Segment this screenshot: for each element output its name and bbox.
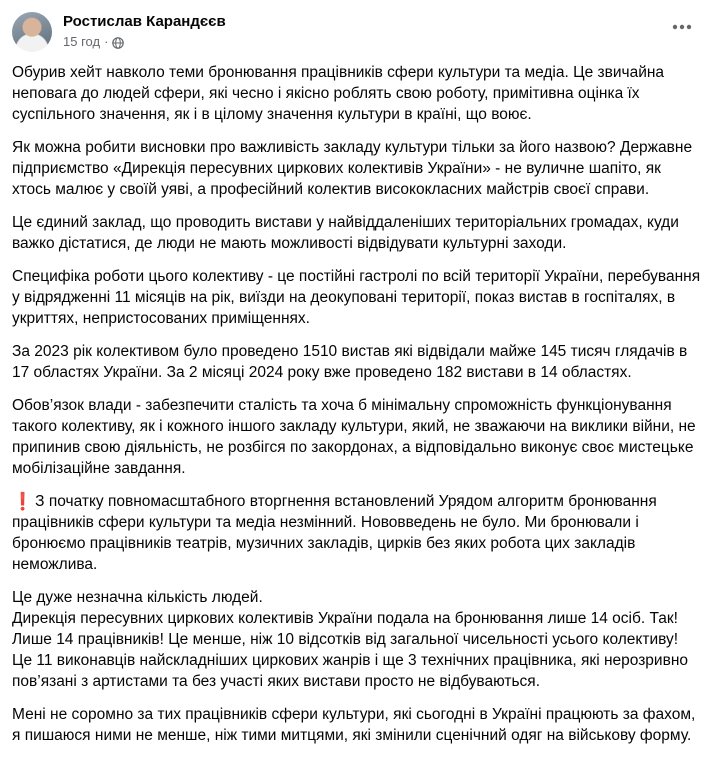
post-paragraph: Обов’язок влади - забезпечити сталість та хоча б мінімальну спроможність функціонування такого колективу, як і кожного іншого закладу культури, який, не зважаючи на виклики війни, не припинив свою діяльність, не розбігся по закордонах, а відповідально виконує своє мистецьке мобілізаційне завдання.: [12, 397, 696, 477]
post-header: [12, 0, 702, 62]
post-paragraph: Обурив хейт навколо теми бронювання працівників сфери культури та медіа. Це звичайна неповага до людей сфери, які чесно і якісно роблять свою роботу, примітивна оцінка їх суспільного значення, як і в цілому значення культури в країні, що воює.: [12, 64, 665, 123]
author-avatar[interactable]: [12, 12, 52, 52]
meta-separator: ·: [104, 34, 109, 49]
post-body: [12, 62, 702, 746]
author-block: [63, 12, 226, 51]
warning-paragraph-text: З початку повномасштабного вторгнення встановлений Урядом алгоритм бронювання працівників сфери культури та медіа незмінний. Нововведень не було. Ми бронювали і бронюємо працівників театрів, музичних закладів, цирків без яких робота цих закладів неможлива.: [12, 493, 657, 573]
exclamation-icon: ❗: [12, 492, 34, 511]
author-name[interactable]: Ростислав Карандєєв: [63, 13, 226, 30]
post-paragraph-warning: [12, 491, 702, 575]
post-paragraph: Мені не соромно за тих працівників сфери культури, які сьогодні в Україні працюють за фахом, я пишаюся ними не менше, ніж тими митцями, які змінили сценічний одяг на військову форму.: [12, 706, 696, 744]
post-paragraph: Це дуже незначна кількість людей. Дирекція пересувних циркових колективів України подала на бронювання лише 14 осіб. Так! Лише 14 працівників! Це менше, ніж 10 відсотків від загальної чисельності усього колективу! Це 11 виконавців найскладніших циркових жанрів і ще 3 технічних працівника, які нерозривно пов’язані з артистами та без участі яких вистави просто не відбуваються.: [12, 589, 688, 690]
post-meta: [63, 33, 226, 51]
post-paragraph: За 2023 рік колективом було проведено 1510 вистав які відвідали майже 145 тисяч глядачів в 17 областях України. За 2 місяці 2024 року вже проведено 182 вистави в 14 областях.: [12, 343, 688, 381]
ellipsis-icon: [672, 17, 692, 35]
post-paragraph: Як можна робити висновки про важливість закладу культури тільки за його назвою? Державне підприємство «Дирекція пересувних циркових колективів України» - не вуличне шапіто, як хтось малює у своїй уяві, а професійний колектив висококласних майстрів своєї справи.: [12, 139, 693, 198]
post-time[interactable]: 15 год: [63, 34, 101, 49]
post-paragraph: Специфіка роботи цього колективу - це постійні гастролі по всій території України, перебування у відрядженні 11 місяців на рік, виїзди на деокуповані території, показ вистав в госпіталях, в укриттях, непристосованих приміщеннях.: [12, 268, 701, 327]
post-paragraph: Це єдиний заклад, що проводить вистави у найвіддаленіших територіальних громадах, куди важко дістатися, де люди не мають можливості відвідувати культурні заходи.: [12, 214, 679, 252]
more-options-button[interactable]: [666, 10, 698, 42]
globe-icon[interactable]: [112, 36, 124, 48]
